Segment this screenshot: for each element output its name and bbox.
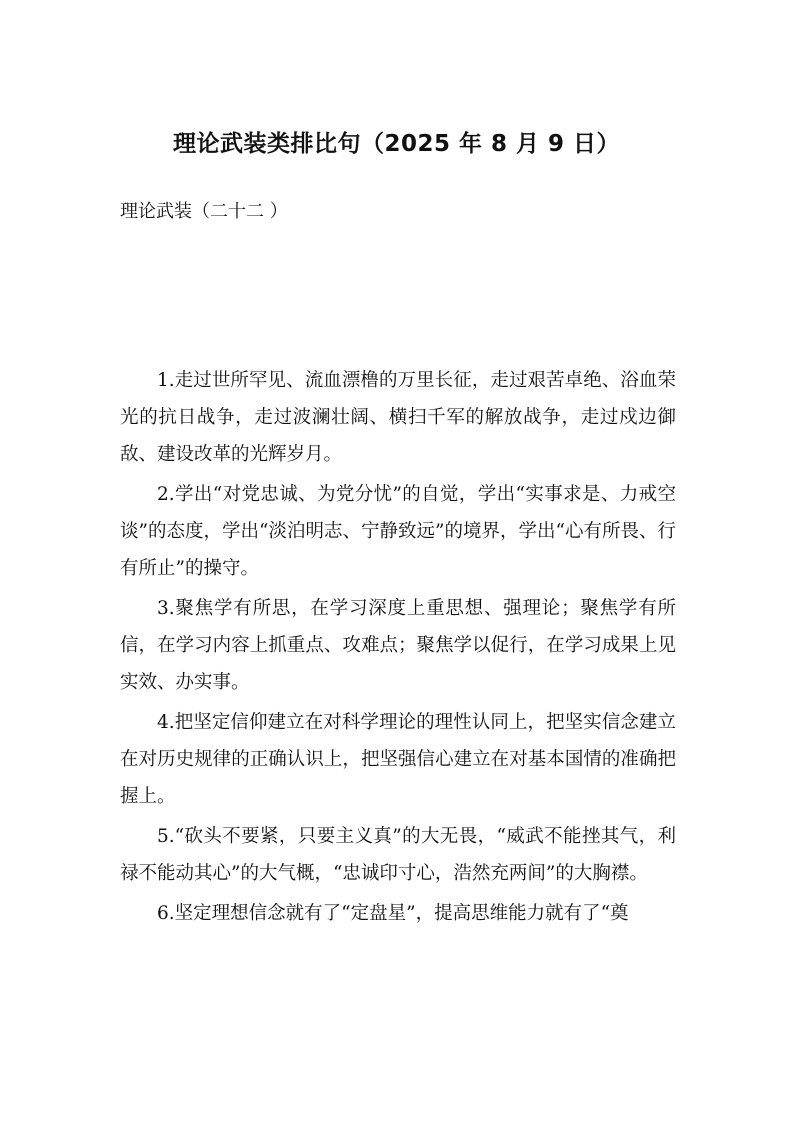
paragraph-1: 1.走过世所罕见、流血漂橹的万里长征，走过艰苦卓绝、浴血荣光的抗日战争，走过波澜壮阔、横扫千军的解放战争，走过戍边御敌、建设改革的光辉岁月。 [120, 370, 676, 465]
paragraph-5: 5.“砍头不要紧，只要主义真”的大无畏，“威武不能挫其气，利禄不能动其心”的大气概，“忠诚印寸心，浩然充两间”的大胸襟。 [120, 826, 676, 884]
document-subtitle: 理论武装（二十二 ） [120, 201, 288, 222]
paragraph-6: 6.坚定理想信念就有了“定盘星”，提高思维能力就有了“奠 [157, 903, 629, 924]
document-title: 理论武装类排比句（2025 年 8 月 9 日） [172, 131, 621, 157]
document-body [120, 362, 676, 935]
paragraph-3: 3.聚焦学有所思，在学习深度上重思想、强理论；聚焦学有所信，在学习内容上抓重点、攻难点；聚焦学以促行，在学习成果上见实效、办实事。 [120, 598, 676, 693]
paragraph-2: 2.学出“对党忠诚、为党分忧”的自觉，学出“实事求是、力戒空谈”的态度，学出“淡泊明志、宁静致远”的境界，学出“心有所畏、行有所止”的操守。 [120, 484, 676, 579]
paragraph-4: 4.把坚定信仰建立在对科学理论的理性认同上，把坚实信念建立在对历史规律的正确认识上，把坚强信心建立在对基本国情的准确把握上。 [120, 712, 676, 807]
